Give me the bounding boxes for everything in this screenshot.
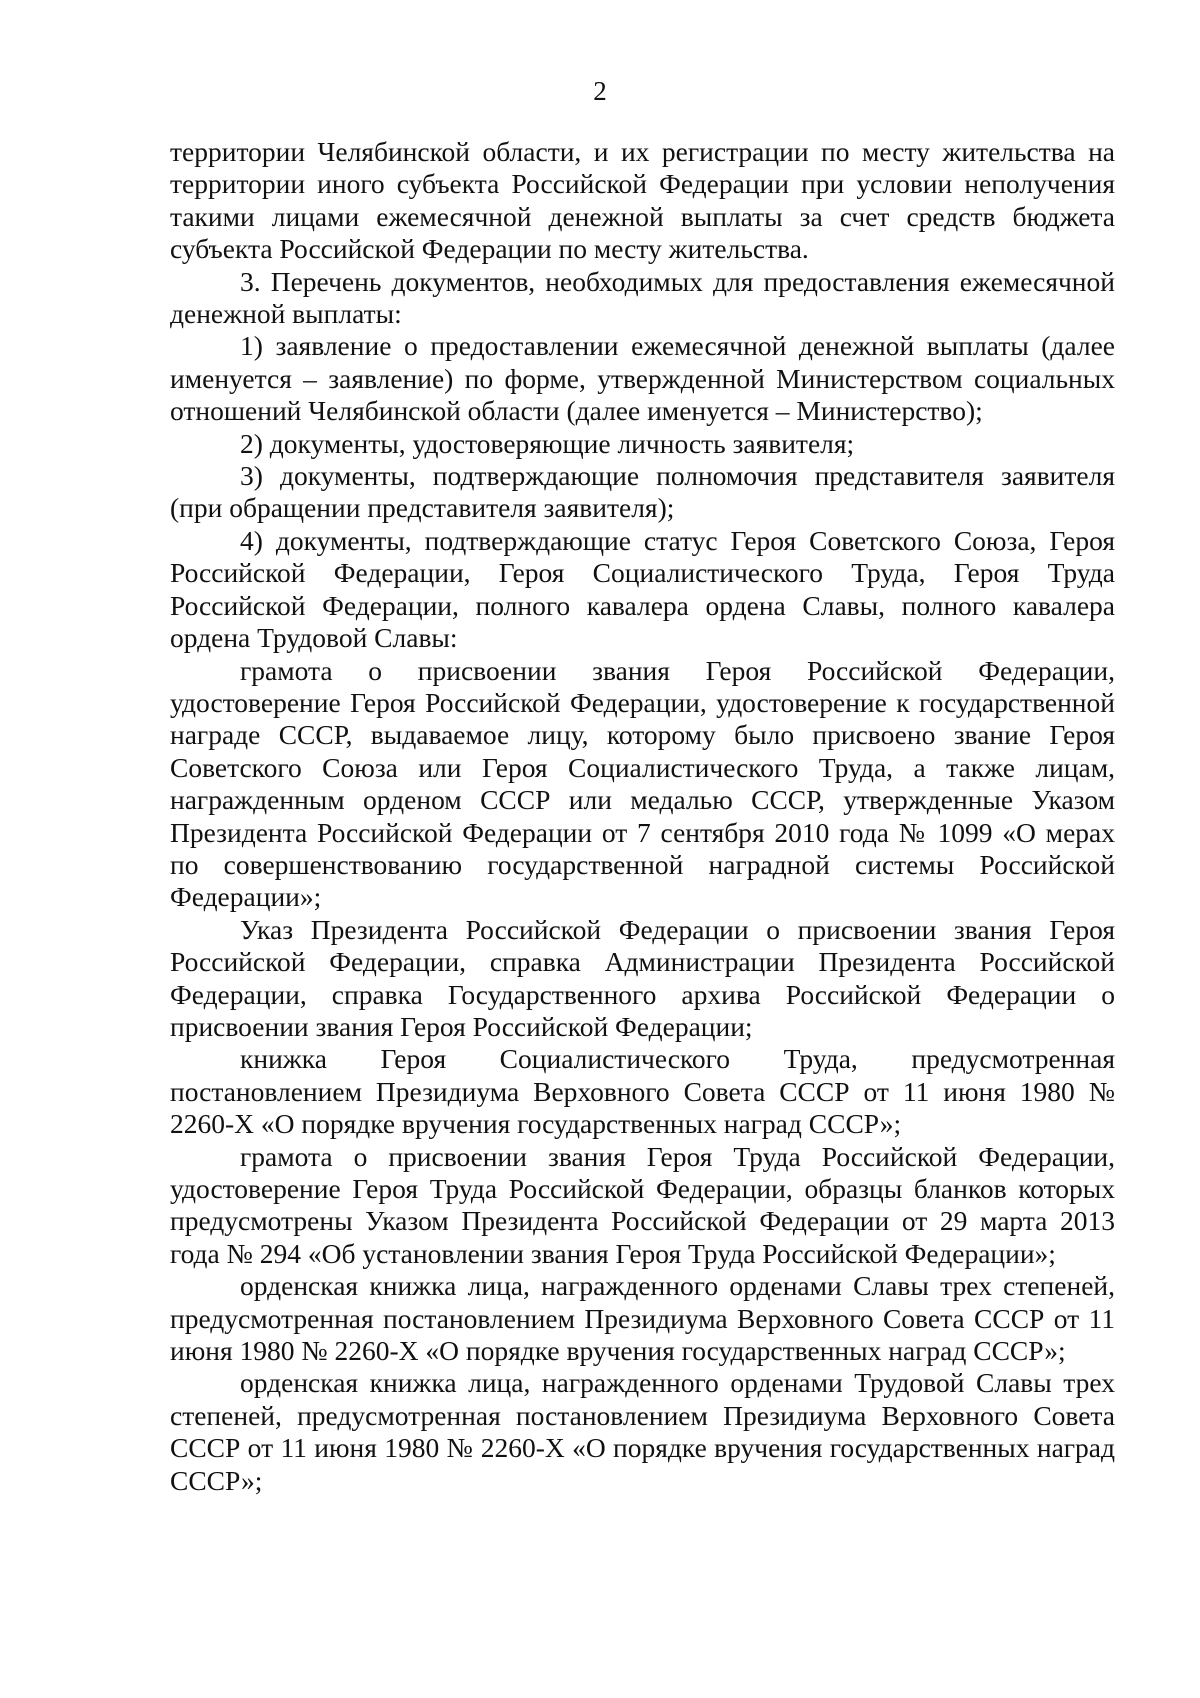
paragraph-labor-glory-order-book: орденская книжка лица, награжденного орденами Трудовой Славы трех степеней, предусмотренная постановлением Президиума Верховного Совета СССР от 11 июня 1980 № 2260-Х «О порядке вручения государственных наград СССР»;: [170, 1367, 1115, 1496]
document-body: [170, 136, 1115, 1497]
paragraph-continuation: территории Челябинской области, и их регистрации по месту жительства на территории иного субъекта Российской Федерации при условии неполучения такими лицами ежемесячной денежной выплаты за счет средств бюджета субъекта Российской Федерации по месту жительства.: [170, 136, 1115, 265]
paragraph-hero-rf-decree: Указ Президента Российской Федерации о присвоении звания Героя Российской Федерации, справка Администрации Президента Российской Федерации, справка Государственного архива Российской Федерации о присвоении звания Героя Российской Федерации;: [170, 913, 1115, 1042]
paragraph-subitem-4: 4) документы, подтверждающие статус Героя Советского Союза, Героя Российской Федерации, Героя Социалистического Труда, Героя Труда Российской Федерации, полного кавалера ордена Славы, полного кавалера ордена Трудовой Славы:: [170, 524, 1115, 654]
paragraph-subitem-1: 1) заявление о предоставлении ежемесячной денежной выплаты (далее именуется – заявление) по форме, утвержденной Министерством социальных отношений Челябинской области (далее именуется – Министерство);: [170, 330, 1115, 427]
paragraph-hero-labor-rf: грамота о присвоении звания Героя Труда Российской Федерации, удостоверение Героя Труда Российской Федерации, образцы бланков которых предусмотрены Указом Президента Российской Федерации от 29 марта 2013 года № 294 «Об установлении звания Героя Труда Российской Федерации»;: [170, 1140, 1115, 1269]
paragraph-hero-rf-gramota: грамота о присвоении звания Героя Российской Федерации, удостоверение Героя Российской Федерации, удостоверение к государственной награде СССР, выдаваемое лицу, которому было присвоено звание Героя Советского Союза или Героя Социалистического Труда, а также лицам, награжденным орденом СССР или медалью СССР, утвержденные Указом Президента Российской Федерации от 7 сентября 2010 года № 1099 «О мерах по совершенствованию государственной наградной системы Российской Федерации»;: [170, 654, 1115, 913]
paragraph-glory-order-book: орденская книжка лица, награжденного орденами Славы трех степеней, предусмотренная постановлением Президиума Верховного Совета СССР от 11 июня 1980 № 2260-Х «О порядке вручения государственных наград СССР»;: [170, 1270, 1115, 1367]
paragraph-item-3: 3. Перечень документов, необходимых для предоставления ежемесячной денежной выплаты:: [170, 265, 1115, 330]
paragraph-socialist-labor-book: книжка Героя Социалистического Труда, предусмотренная постановлением Президиума Верховного Совета СССР от 11 июня 1980 № 2260-Х «О порядке вручения государственных наград СССР»;: [170, 1043, 1115, 1140]
paragraph-subitem-2: 2) документы, удостоверяющие личность заявителя;: [240, 427, 855, 459]
paragraph-subitem-3: 3) документы, подтверждающие полномочия представителя заявителя (при обращении представителя заявителя);: [170, 460, 1115, 524]
page-number: 2: [593, 76, 607, 106]
